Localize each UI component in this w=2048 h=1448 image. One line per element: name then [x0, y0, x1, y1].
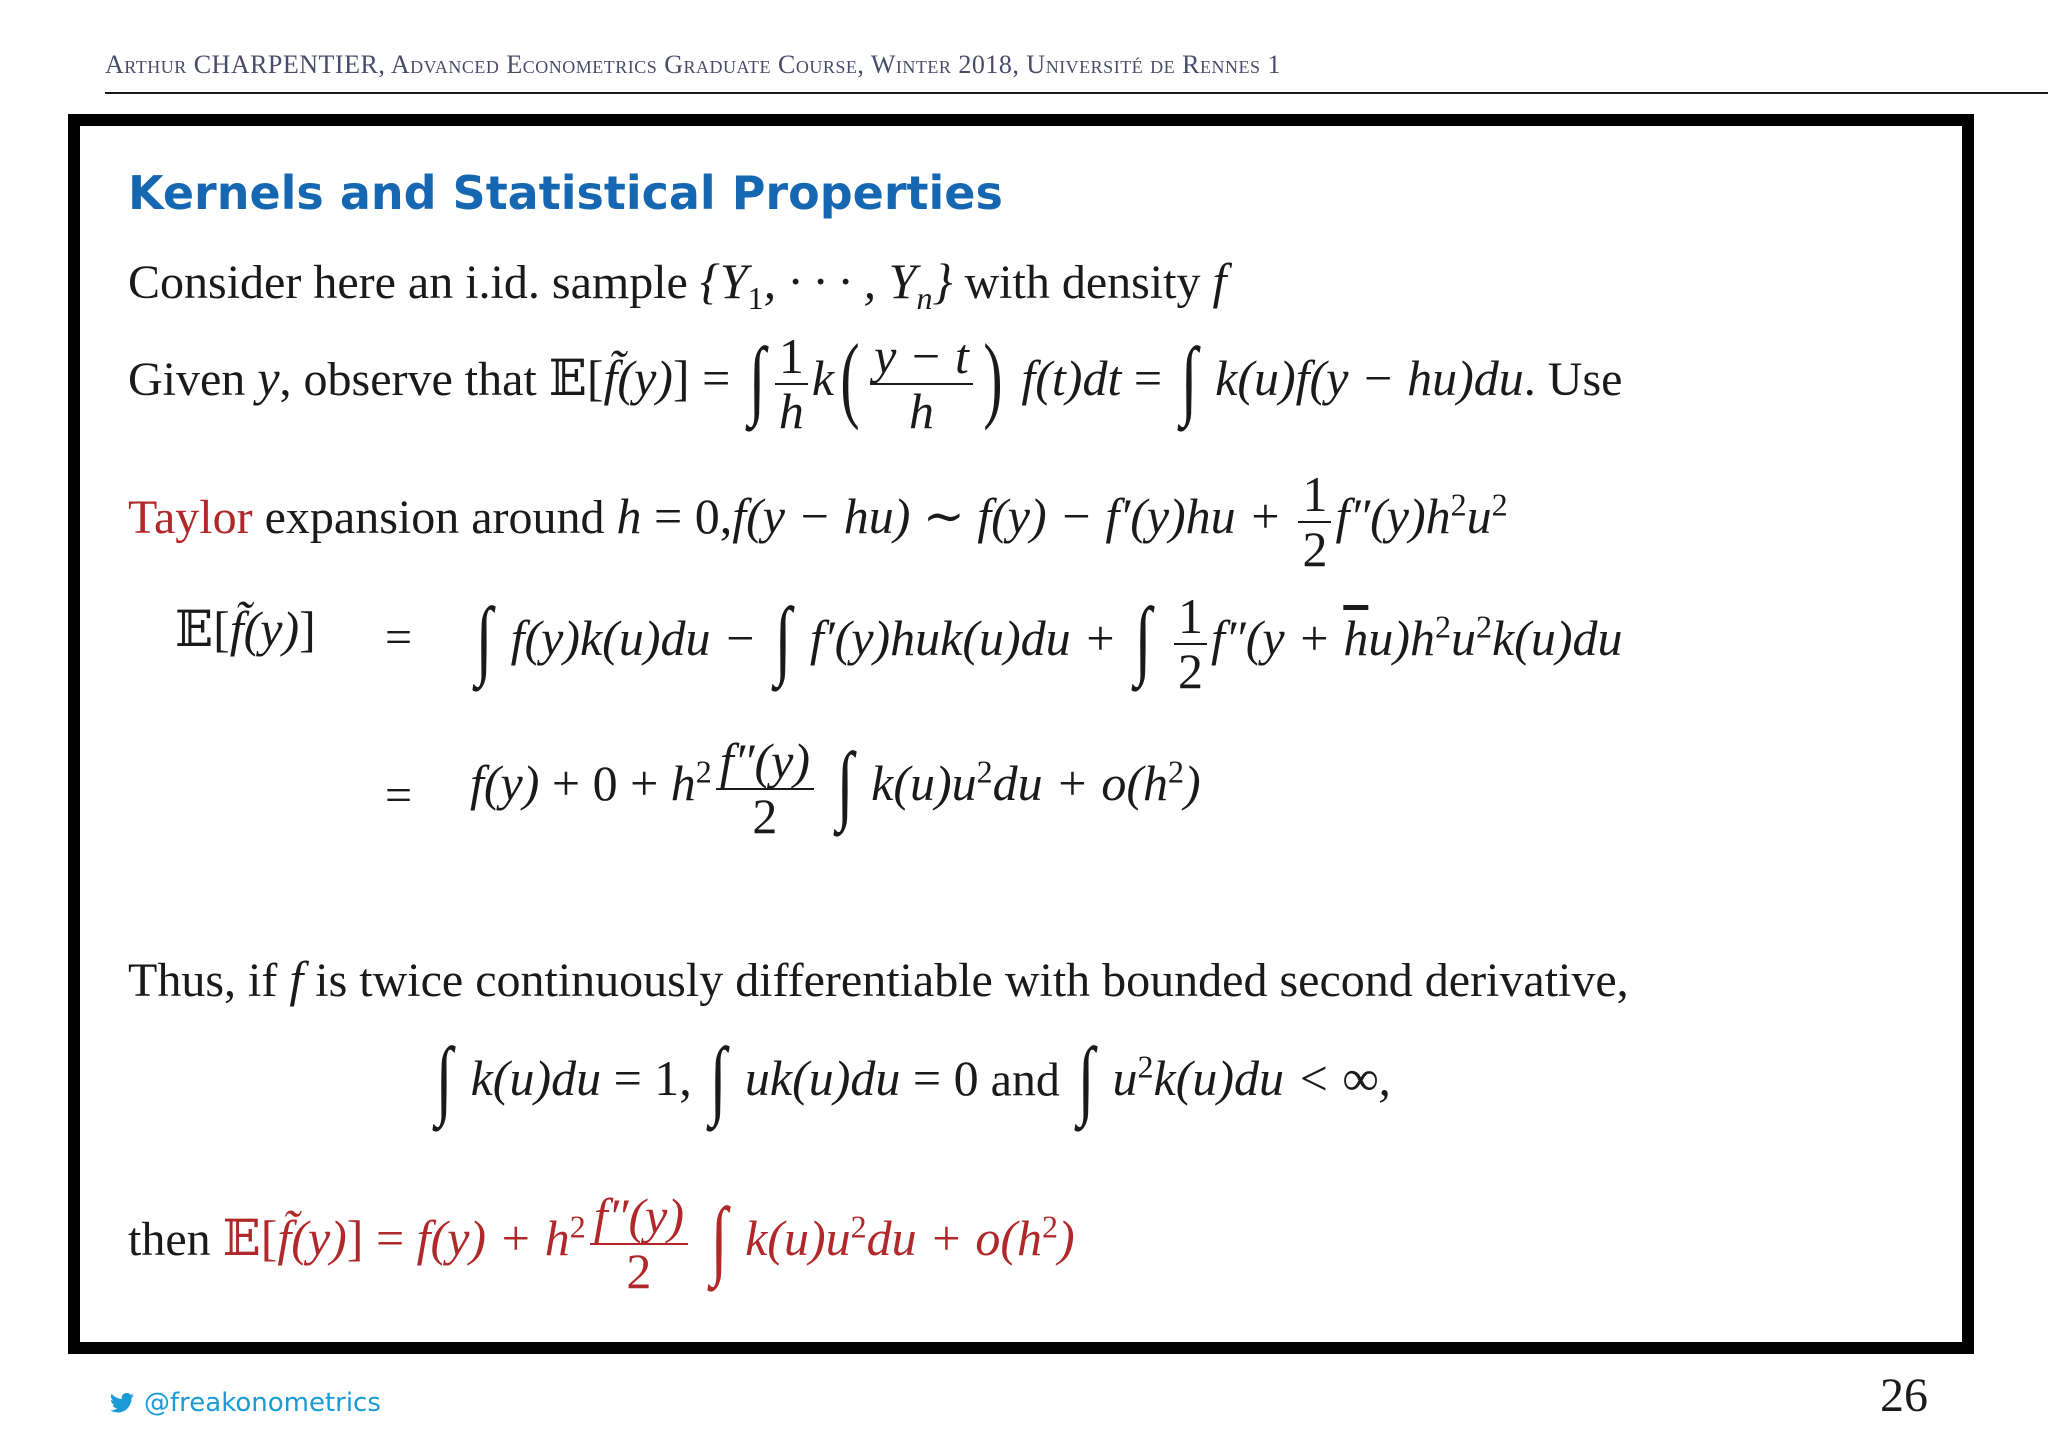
- header-text: Arthur CHARPENTIER, Advanced Econometrics Graduate Course, Winter 2018, Université de Rennes 1: [105, 50, 1282, 79]
- line2-formula: 𝔼[f̃(y)] = ∫ $\frac{1}{h}$ k( $\frac{y - t}{h}$ ) f(t)dt = ∫ k(u)f(y − hu)du: [548, 323, 1524, 439]
- line5-rest: is twice continuously differentiable with bounded second derivative,: [315, 954, 1629, 1007]
- equation-rhs-2: $f(y) + 0 + h^2$ $\frac{f''(y)}{2}$ ∫ $k(u)u^2du + o(h^2)$: [470, 733, 1201, 844]
- line7-then: then: [128, 1212, 211, 1266]
- page-number: 26: [1880, 1369, 1928, 1422]
- line5-f: f: [289, 951, 304, 1007]
- taylor-link: Taylor: [128, 490, 253, 544]
- line3-formula: h = 0,f(y − hu) ∼ f(y) − f′(y)hu + $\frac{1}{2}$ $f''(y)h^2u^2$: [616, 466, 1508, 577]
- equation-rhs-1: ∫ f(y)k(u)du − ∫ f′(y)huk(u)du + ∫ $\frac{1}{2}$ $f''(y + \overline{h}u)h^2u^2k(u)du$: [475, 588, 1623, 699]
- line1-tail: with density: [964, 256, 1201, 309]
- equation-row-1: 𝔼[f̃(y)]: [175, 601, 316, 657]
- line-conditions: ∫ k(u)du = 1, ∫ uk(u)du = 0 and ∫ $u^2k(u)du$ < ∞,: [435, 1031, 1391, 1128]
- equation-eq-1: =: [385, 611, 413, 664]
- line-conclusion: [128, 1190, 1075, 1297]
- equation-eq-2: =: [385, 769, 413, 822]
- twitter-bird-icon: [110, 1393, 134, 1413]
- line1-f: f: [1212, 253, 1227, 309]
- line-expectation: [128, 323, 1623, 439]
- line5-text: Thus, if: [128, 954, 278, 1007]
- line2-observe: , observe that: [279, 352, 537, 406]
- header-rule: [105, 92, 2048, 94]
- line3-rest: expansion around: [264, 490, 605, 544]
- line2-y: y: [257, 349, 280, 406]
- line1-text: Consider here an i.id. sample: [128, 256, 688, 309]
- slide-title: Kernels and Statistical Properties: [128, 166, 1003, 220]
- line2-given: Given: [128, 352, 246, 406]
- line-taylor: [128, 468, 1508, 575]
- line1-set: {$Y_1$, · · · , $Y_n$}: [699, 253, 953, 316]
- line-thus: [128, 950, 1629, 1008]
- line6-and: and: [990, 1053, 1060, 1107]
- line2-use: . Use: [1523, 352, 1623, 406]
- twitter-handle-text: @freakonometrics: [144, 1388, 381, 1418]
- conclusion-formula: 𝔼[f̃(y)] = $f(y) + h^2$ $\frac{f''(y)}{2}$ ∫ $k(u)u^2du + o(h^2)$: [222, 1188, 1075, 1299]
- line-sample: [128, 252, 1226, 317]
- twitter-handle[interactable]: [110, 1388, 381, 1418]
